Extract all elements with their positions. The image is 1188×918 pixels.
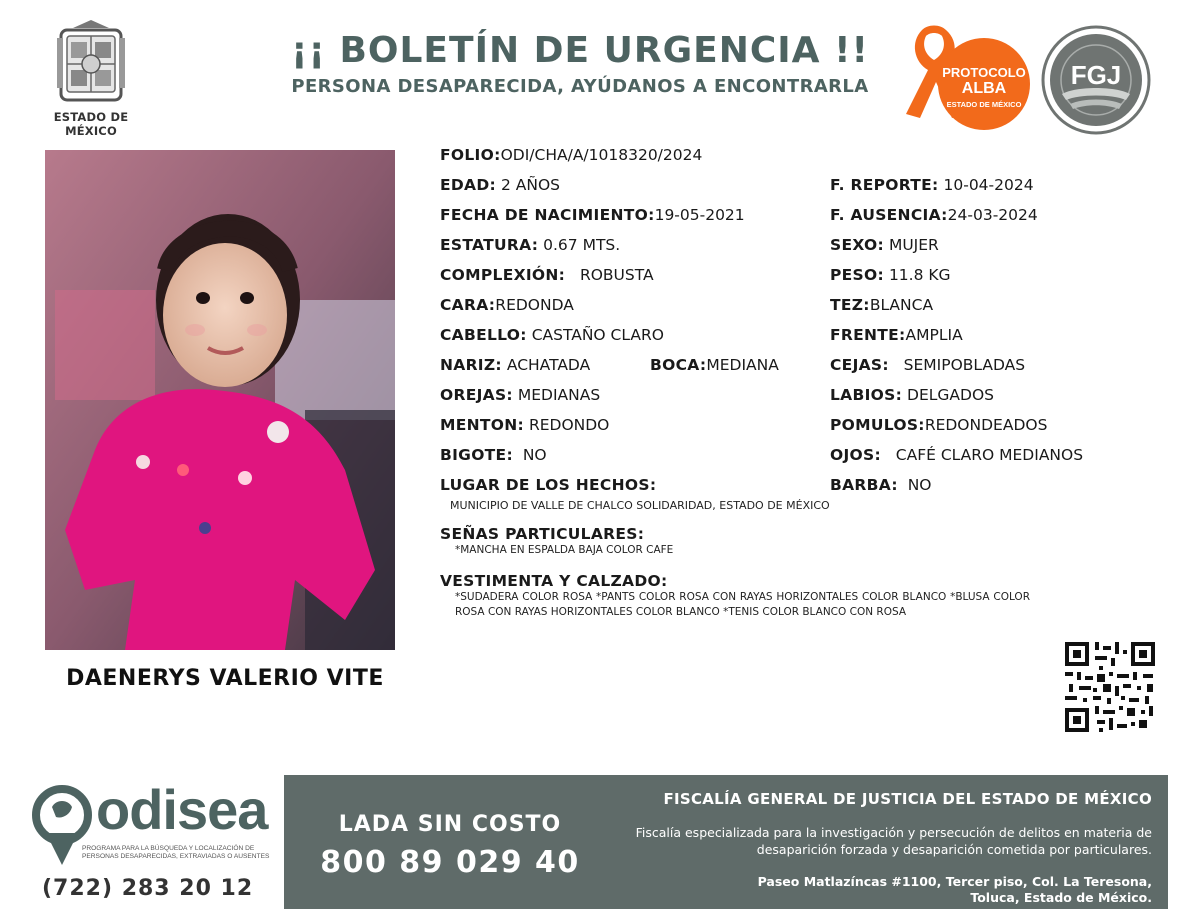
odisea-logo: [32, 778, 272, 875]
fgj-full-name: FISCALÍA GENERAL DE JUSTICIA DEL ESTADO DE MÉXICO: [663, 790, 1152, 808]
field-value: 10-04-2024: [943, 176, 1034, 194]
field-label: FRENTE:: [830, 326, 906, 344]
field-label: SEXO:: [830, 236, 885, 254]
qr-code-icon: [1063, 640, 1157, 734]
field-value: MEDIANA: [706, 356, 779, 374]
field-label: FECHA DE NACIMIENTO:: [440, 206, 655, 224]
field-edad: [440, 175, 560, 195]
field-label: COMPLEXIÓN:: [440, 266, 566, 284]
field-label: LABIOS:: [830, 386, 903, 404]
field-value: SEMIPOBLADAS: [903, 356, 1026, 374]
field-boca: [650, 355, 779, 375]
fgj-address-line2: Toluca, Estado de México.: [970, 890, 1152, 905]
field-label: OJOS:: [830, 446, 881, 464]
bulletin-subtitle: PERSONA DESAPARECIDA, AYÚDANOS A ENCONTRARLA: [291, 76, 869, 97]
field-complexion: [440, 265, 654, 285]
fgj-address-line1: Paseo Matlazíncas #1100, Tercer piso, Col. La Teresona,: [757, 874, 1152, 889]
missing-person-name: DAENERYS VALERIO VITE: [66, 666, 384, 691]
lada-title: LADA SIN COSTO: [338, 812, 562, 837]
vestimenta-label: VESTIMENTA Y CALZADO:: [440, 572, 668, 590]
field-value: CASTAÑO CLARO: [531, 326, 664, 344]
alba-text-line1: PROTOCOLO: [942, 65, 1026, 80]
field-label: LUGAR DE LOS HECHOS:: [440, 476, 657, 494]
vestimenta-value: *SUDADERA COLOR ROSA *PANTS COLOR ROSA CON RAYAS HORIZONTALES COLOR BLANCO *BLUSA COLOR ROSA CON RAYAS HORIZONTALES COLOR BLANCO *TENIS COLOR BLANCO CON ROSA: [455, 591, 1030, 618]
field-value: 24-03-2024: [947, 206, 1038, 224]
field-value: 11.8 KG: [888, 266, 951, 284]
fgj-seal: [1040, 24, 1152, 136]
fgj-description: Fiscalía especializada para la investigación y persecución de delitos en materia de desaparición forzada y desaparición cometida por particulares.: [635, 825, 1152, 857]
field-fecha-nacimiento: [440, 205, 745, 225]
field-peso: [830, 265, 951, 285]
field-value: REDONDA: [495, 296, 574, 314]
alba-text-line2: ALBA: [961, 80, 1007, 97]
field-label: BARBA:: [830, 476, 898, 494]
coat-of-arms-icon: [51, 18, 131, 106]
field-label: F. AUSENCIA:: [830, 206, 948, 224]
field-ojos: [830, 445, 1083, 465]
bulletin-title: ¡¡ BOLETÍN DE URGENCIA !!: [291, 30, 869, 71]
field-label: POMULOS:: [830, 416, 925, 434]
field-label: OREJAS:: [440, 386, 513, 404]
field-value: REDONDO: [528, 416, 610, 434]
field-label: CABELLO:: [440, 326, 527, 344]
field-value: ROBUSTA: [579, 266, 654, 284]
field-orejas: [440, 385, 600, 405]
photo-illustration: [45, 150, 395, 650]
field-value: DELGADOS: [907, 386, 994, 404]
lada-phone-number[interactable]: 800 89 029 40: [320, 845, 580, 880]
field-label: TEZ:: [830, 296, 870, 314]
field-f-reporte: [830, 175, 1034, 195]
field-value: ODI/CHA/A/1018320/2024: [500, 146, 703, 164]
senas-value: *MANCHA EN ESPALDA BAJA COLOR CAFE: [455, 544, 674, 556]
field-value: NO: [907, 476, 932, 494]
field-label: MENTON:: [440, 416, 525, 434]
field-labios: [830, 385, 994, 405]
field-label: NARIZ:: [440, 356, 502, 374]
odisea-wordmark: odisea: [96, 778, 268, 841]
field-bigote: [440, 445, 547, 465]
field-label: CEJAS:: [830, 356, 889, 374]
field-value: CAFÉ CLARO MEDIANOS: [895, 446, 1084, 464]
field-value: BLANCA: [869, 296, 934, 314]
field-cabello: [440, 325, 664, 345]
field-label: PESO:: [830, 266, 884, 284]
field-value: 19-05-2021: [654, 206, 745, 224]
field-value: 0.67 MTS.: [543, 236, 621, 254]
field-value: 2 AÑOS: [500, 176, 560, 194]
field-label: BOCA:: [650, 356, 707, 374]
field-lugar-label: [440, 475, 656, 495]
field-value: AMPLIA: [905, 326, 963, 344]
odisea-phone[interactable]: (722) 283 20 12: [42, 876, 254, 901]
field-label: F. REPORTE:: [830, 176, 939, 194]
field-sexo: [830, 235, 939, 255]
field-lugar-value: MUNICIPIO DE VALLE DE CHALCO SOLIDARIDAD, ESTADO DE MÉXICO: [450, 499, 830, 512]
field-f-ausencia: [830, 205, 1038, 225]
state-of-mexico-logo: [30, 18, 152, 138]
field-menton: [440, 415, 609, 435]
field-tez: [830, 295, 933, 315]
field-label: ESTATURA:: [440, 236, 539, 254]
field-pomulos: [830, 415, 1047, 435]
field-cejas: [830, 355, 1025, 375]
state-label: ESTADO DE MÉXICO: [53, 110, 129, 138]
fgj-seal-text: FGJ: [1070, 60, 1122, 90]
field-folio: [440, 145, 702, 165]
field-barba: [830, 475, 932, 495]
field-value: ACHATADA: [506, 356, 591, 374]
field-estatura: [440, 235, 620, 255]
field-value: NO: [522, 446, 547, 464]
field-frente: [830, 325, 963, 345]
field-value: MUJER: [888, 236, 939, 254]
field-label: EDAD:: [440, 176, 497, 194]
protocolo-alba-logo: [900, 22, 1030, 132]
field-cara: [440, 295, 574, 315]
field-value: REDONDEADOS: [924, 416, 1048, 434]
field-label: CARA:: [440, 296, 496, 314]
senas-label: SEÑAS PARTICULARES:: [440, 525, 645, 543]
field-label: BIGOTE:: [440, 446, 513, 464]
alba-text-line3: ESTADO DE MÉXICO: [946, 100, 1022, 109]
field-nariz: [440, 355, 590, 375]
odisea-description: PROGRAMA PARA LA BÚSQUEDA Y LOCALIZACIÓN DE PERSONAS DESAPARECIDAS, EXTRAVIADAS O AUSENTES: [82, 845, 270, 860]
field-value: MEDIANAS: [517, 386, 601, 404]
qr-code[interactable]: [1063, 640, 1157, 734]
field-label: FOLIO:: [440, 146, 501, 164]
missing-person-photo: [45, 150, 395, 650]
